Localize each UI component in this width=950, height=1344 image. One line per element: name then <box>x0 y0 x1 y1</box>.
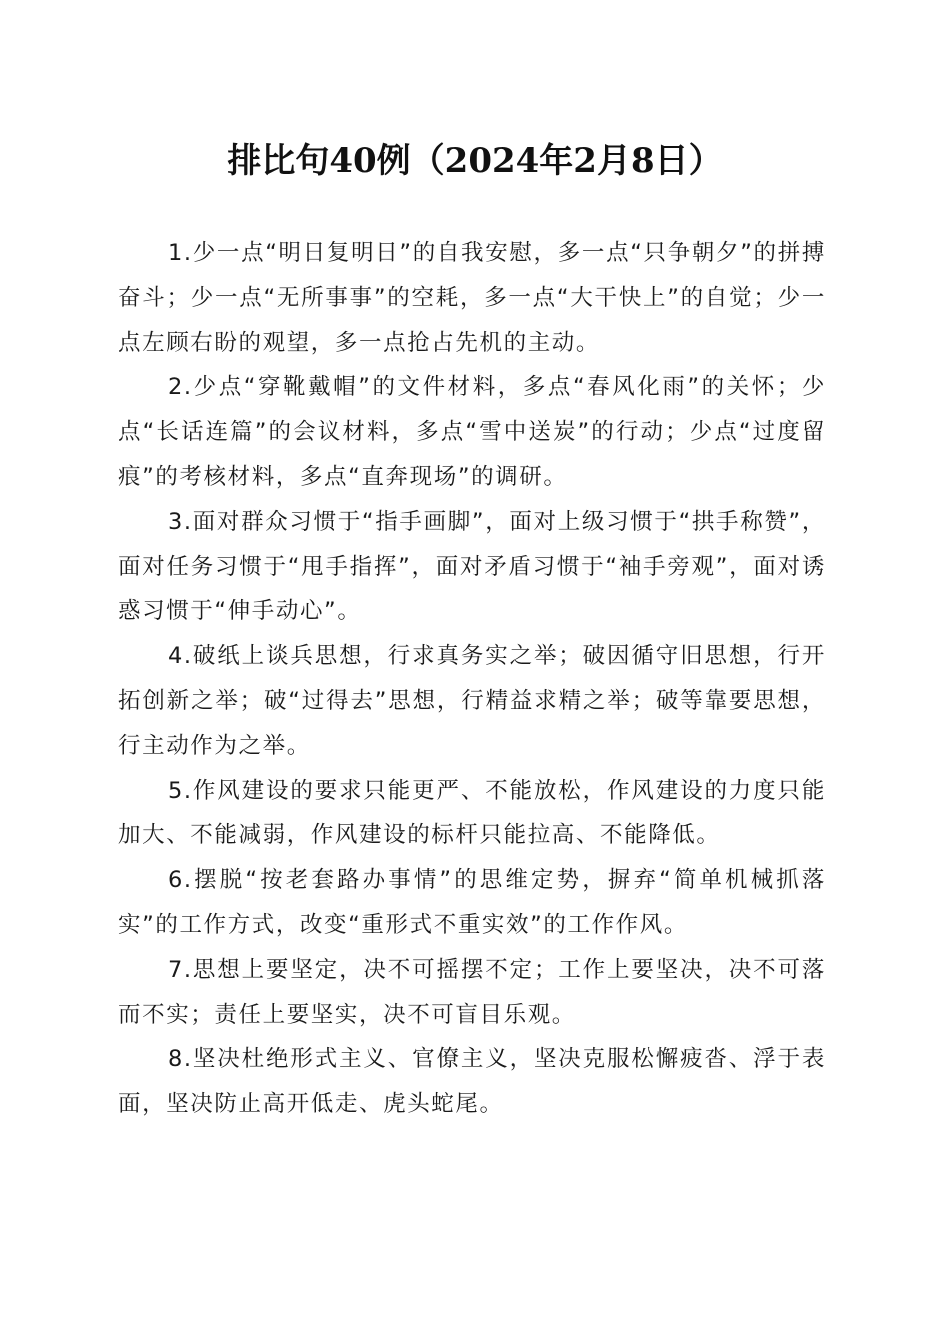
paragraph-5: 5.作风建设的要求只能更严、不能放松，作风建设的力度只能加大、不能减弱，作风建设的标杆只能拉高、不能降低。 <box>118 777 826 849</box>
paragraph-6: 6.摆脱“按老套路办事情”的思维定势，摒弃“简单机械抓落实”的工作方式，改变“重形式不重实效”的工作作风。 <box>118 867 826 938</box>
paragraph-1: 1.少一点“明日复明日”的自我安慰，多一点“只争朝夕”的拼搏奋斗；少一点“无所事事”的空耗，多一点“大干快上”的自觉；少一点左顾右盼的观望，多一点抢占先机的主动。 <box>118 240 826 356</box>
document-body <box>118 231 826 1127</box>
paragraph-3: 3.面对群众习惯于“指手画脚”，面对上级习惯于“拱手称赞”，面对任务习惯于“甩手指挥”，面对矛盾习惯于“袖手旁观”，面对诱惑习惯于“伸手动心”。 <box>118 508 826 625</box>
paragraph-8: 8.坚决杜绝形式主义、官僚主义，坚决克服松懈疲沓、浮于表面，坚决防止高开低走、虎头蛇尾。 <box>118 1046 826 1118</box>
document-title: 排比句40例（2024年2月8日） <box>227 141 723 181</box>
paragraph-4: 4.破纸上谈兵思想，行求真务实之举；破因循守旧思想，行开拓创新之举；破“过得去”思想，行精益求精之举；破等靠要思想，行主动作为之举。 <box>118 643 826 759</box>
paragraph-7: 7.思想上要坚定，决不可摇摆不定；工作上要坚决，决不可落而不实；责任上要坚实，决不可盲目乐观。 <box>118 956 826 1028</box>
paragraph-2: 2.少点“穿靴戴帽”的文件材料，多点“春风化雨”的关怀；少点“长话连篇”的会议材料，多点“雪中送炭”的行动；少点“过度留痕”的考核材料，多点“直奔现场”的调研。 <box>118 374 826 490</box>
